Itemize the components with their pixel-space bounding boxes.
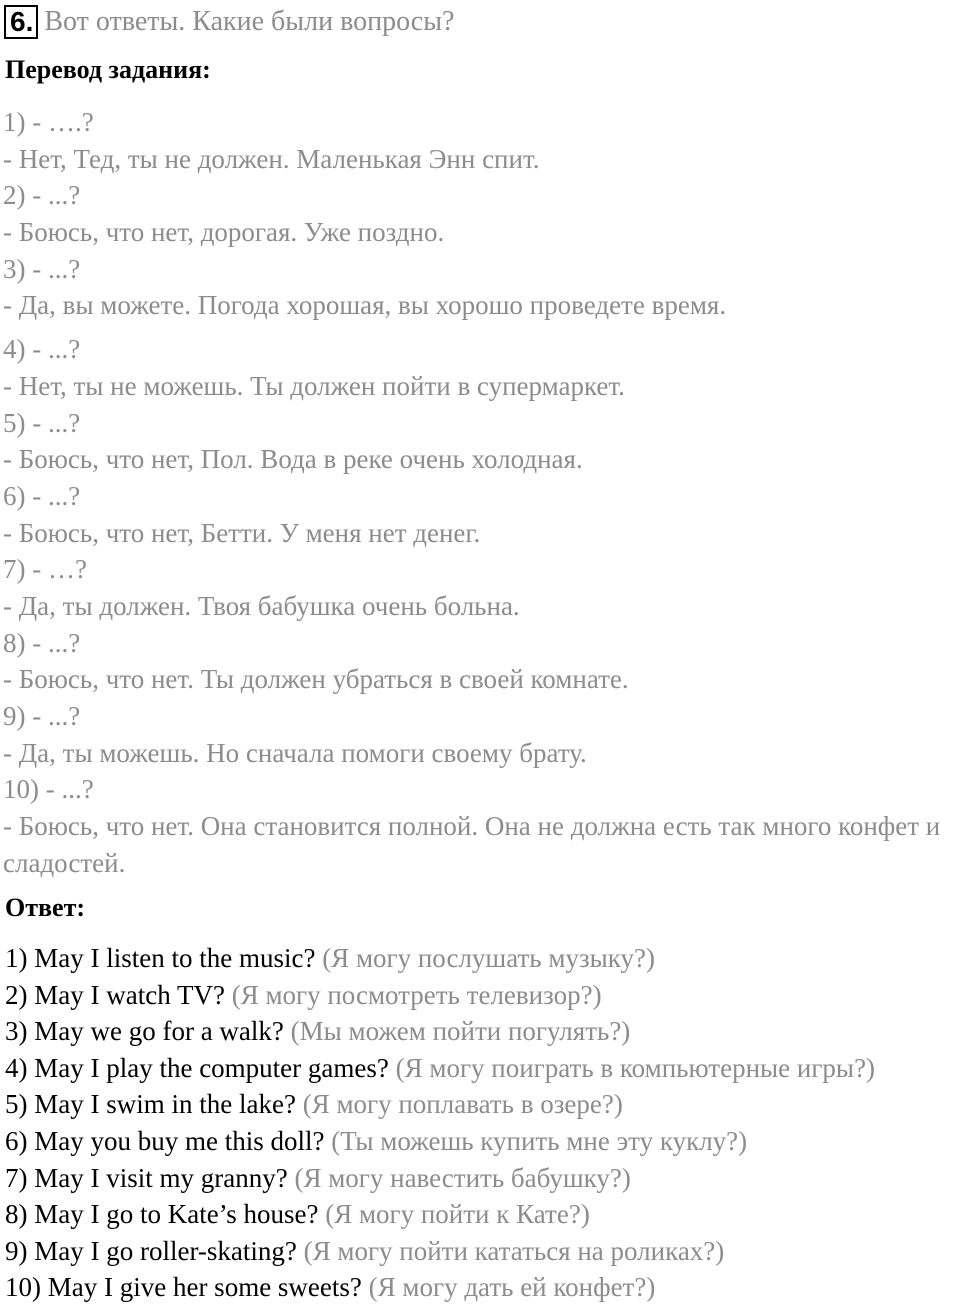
answer-russian: (Мы можем пойти погулять?)	[290, 1016, 631, 1047]
answer-item	[5, 1269, 960, 1306]
answer-russian: (Я могу посмотреть телевизор?)	[231, 979, 602, 1010]
answer-item	[5, 1233, 960, 1270]
answer-russian: (Ты можешь купить мне эту куклу?)	[331, 1125, 748, 1156]
translation-line: 6) - ...?	[3, 480, 81, 511]
translation-line: 4) - ...?	[3, 334, 81, 365]
answer-item	[5, 1160, 960, 1197]
translation-line: - Боюсь, что нет, Пол. Вода в реке очень холодная.	[3, 444, 583, 475]
translation-line: 9) - ...?	[3, 701, 81, 731]
answer-english: 3) May we go for a walk?	[5, 1016, 284, 1047]
translation-line: - Боюсь, что нет, дорогая. Уже поздно.	[3, 217, 445, 248]
task-text: Вот ответы. Какие были вопросы?	[44, 6, 455, 37]
translation-line: - Нет, ты не можешь. Ты должен пойти в супермаркет.	[3, 370, 625, 401]
answer-item	[5, 1050, 960, 1087]
answer-russian: (Я могу навестить бабушку?)	[294, 1162, 631, 1193]
translation-heading: Перевод задания:	[5, 55, 211, 84]
translation-line: 3) - ...?	[3, 253, 81, 284]
translation-line: 7) - …?	[3, 554, 87, 585]
answer-english: 1) May I listen to the music?	[5, 943, 316, 973]
answer-item	[5, 977, 960, 1014]
translation-line: - Да, ты можешь. Но сначала помоги своему брату.	[3, 737, 587, 768]
translation-line: 5) - ...?	[3, 407, 81, 438]
task-number-badge: 6.	[4, 5, 38, 39]
answer-item	[5, 1196, 960, 1233]
answer-russian: (Я могу послушать музыку?)	[322, 943, 655, 973]
translation-line: 2) - ...?	[3, 180, 81, 211]
answer-item	[5, 940, 960, 977]
answer-english: 9) May I go roller-skating?	[5, 1235, 297, 1266]
answer-list	[5, 940, 960, 1306]
translation-line: 10) - ...?	[3, 774, 94, 805]
translation-line: - Да, вы можете. Погода хорошая, вы хорошо проведете время.	[3, 290, 727, 321]
translation-line: 8) - ...?	[3, 627, 81, 658]
answer-heading: Ответ:	[5, 893, 86, 922]
answer-item	[5, 1013, 960, 1050]
answer-russian: (Я могу дать ей конфет?)	[368, 1272, 656, 1303]
answer-russian: (Я могу поиграть в компьютерные игры?)	[395, 1052, 876, 1083]
translation-line: - Да, ты должен. Твоя бабушка очень больна.	[3, 590, 520, 621]
answer-english: 7) May I visit my granny?	[5, 1162, 288, 1193]
answer-english: 4) May I play the computer games?	[5, 1052, 389, 1083]
answer-english: 5) May I swim in the lake?	[5, 1089, 296, 1120]
translation-line: - Нет, Тед, ты не должен. Маленькая Энн спит.	[3, 143, 540, 174]
answer-english: 8) May I go to Kate’s house?	[5, 1199, 319, 1230]
translation-line: - Боюсь, что нет. Ты должен убраться в своей комнате.	[3, 664, 629, 695]
translation-block	[3, 104, 943, 881]
translation-line: - Боюсь, что нет. Она становится полной. Она не должна есть так много конфет и сладостей.	[3, 811, 941, 878]
answer-english: 10) May I give her some sweets?	[5, 1272, 362, 1303]
answer-english: 6) May you buy me this doll?	[5, 1125, 325, 1156]
translation-line: 1) - ….?	[3, 107, 94, 137]
answer-english: 2) May I watch TV?	[5, 979, 225, 1010]
translation-line: - Боюсь, что нет, Бетти. У меня нет денег.	[3, 517, 481, 548]
task-line	[4, 3, 454, 41]
answer-russian: (Я могу поплавать в озере?)	[302, 1089, 623, 1120]
answer-item	[5, 1123, 960, 1160]
answer-item	[5, 1086, 960, 1123]
answer-russian: (Я могу пойти кататься на роликах?)	[303, 1235, 725, 1266]
answer-russian: (Я могу пойти к Кате?)	[325, 1199, 590, 1230]
